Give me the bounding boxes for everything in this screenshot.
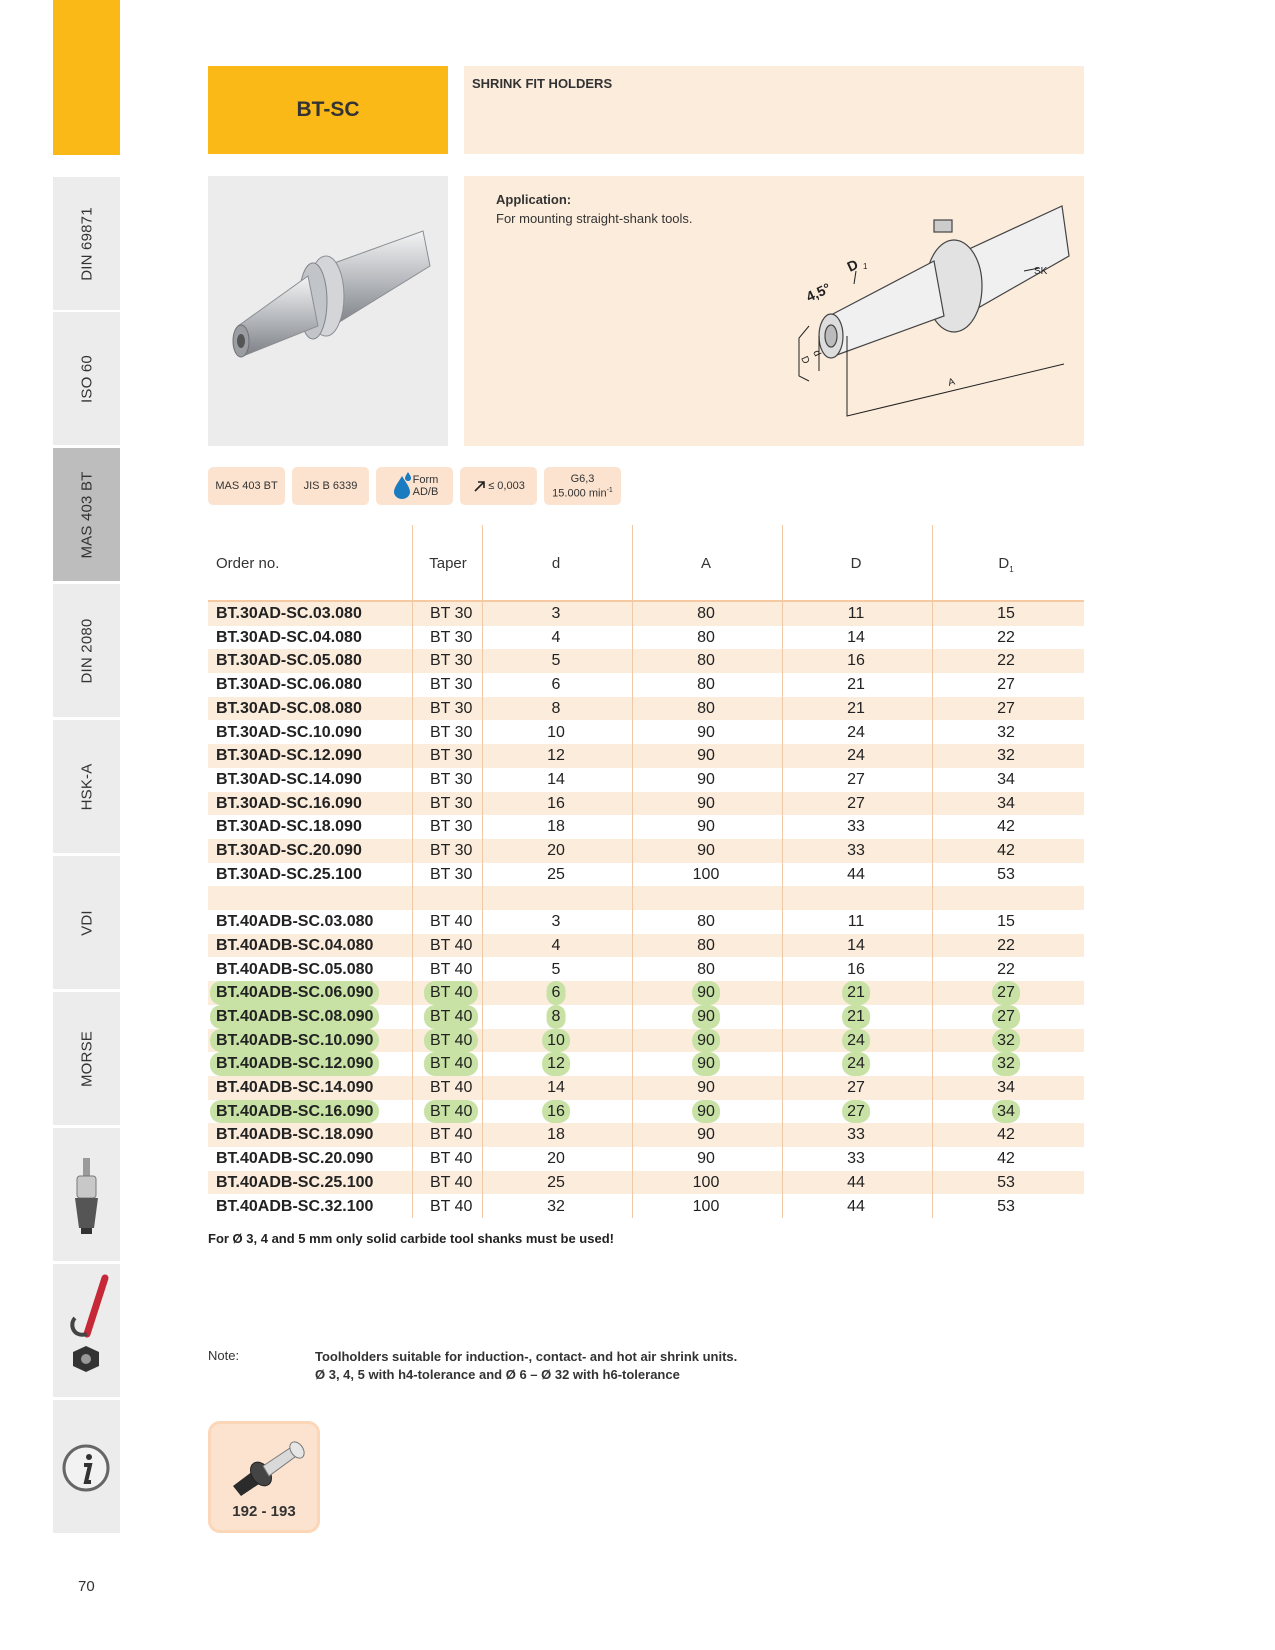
info-icon xyxy=(53,1400,120,1533)
order-number: BT.30AD-SC.08.080 xyxy=(216,699,362,717)
d1-value: 27 xyxy=(997,676,1015,694)
d1-value: 53 xyxy=(997,1173,1015,1191)
taper-value: BT 40 xyxy=(424,1029,478,1053)
d-value: 44 xyxy=(847,865,865,883)
a-value: 80 xyxy=(697,913,715,931)
d1-label: D xyxy=(844,255,861,275)
a-value: 90 xyxy=(697,794,715,812)
taper-value: BT 30 xyxy=(430,628,473,646)
d1-value: 32 xyxy=(997,723,1015,741)
badge-runout-text: ≤ 0,003 xyxy=(488,480,525,492)
d-value: 33 xyxy=(847,1150,865,1168)
order-number: BT.40ADB-SC.32.100 xyxy=(216,1197,374,1215)
a-value: 100 xyxy=(692,1173,720,1191)
d-value: 21 xyxy=(847,676,865,694)
order-number: BT.40ADB-SC.08.090 xyxy=(210,1005,379,1029)
d-value: 24 xyxy=(842,1029,870,1053)
d1-value: 32 xyxy=(992,1052,1020,1076)
table-row xyxy=(208,934,1084,958)
d-value: 10 xyxy=(542,1029,570,1053)
taper-value: BT 30 xyxy=(430,605,473,622)
application-text: For mounting straight-shank tools. xyxy=(496,211,693,226)
sidebar-tab-morse[interactable] xyxy=(53,992,120,1125)
d-value: 25 xyxy=(547,865,565,883)
a-value: 90 xyxy=(697,818,715,836)
d1-value: 34 xyxy=(997,794,1015,812)
table-row xyxy=(208,1052,1084,1076)
a-value: 90 xyxy=(692,1029,720,1053)
badge-mas xyxy=(208,467,285,505)
order-number: BT.40ADB-SC.25.100 xyxy=(216,1173,374,1191)
table-row xyxy=(208,1076,1084,1100)
sidebar-tab-iso-60[interactable] xyxy=(53,312,120,445)
d-label: d xyxy=(810,348,823,359)
table-row xyxy=(208,839,1084,863)
table-row xyxy=(208,697,1084,721)
taper-value: BT 30 xyxy=(430,699,473,717)
category-title: SHRINK FIT HOLDERS xyxy=(472,76,613,91)
taper-value: BT 30 xyxy=(430,842,473,859)
wrench-nut-icon xyxy=(53,1264,120,1397)
taper-value: BT 40 xyxy=(430,1079,473,1096)
a-value: 90 xyxy=(697,1150,715,1168)
d-value: 11 xyxy=(847,913,865,931)
column-divider xyxy=(632,525,633,1218)
d-value: 14 xyxy=(847,628,865,646)
d1-value: 53 xyxy=(997,865,1015,883)
header-D1 xyxy=(998,555,1013,574)
coolant-drop-icon xyxy=(391,472,413,500)
header-d: d xyxy=(551,555,561,572)
sidebar-tab-label: ISO 60 xyxy=(78,354,95,403)
d-value: 33 xyxy=(847,818,865,836)
d1-value: 22 xyxy=(997,652,1015,670)
order-number: BT.30AD-SC.03.080 xyxy=(216,605,362,622)
header-D1-text: D xyxy=(998,555,1010,572)
table-row xyxy=(208,649,1084,673)
order-number: BT.40ADB-SC.18.090 xyxy=(216,1126,374,1144)
application-label: Application: xyxy=(496,192,572,207)
badge-balance-line2: 15.000 min xyxy=(552,487,607,500)
sidebar-tab-din-69871[interactable] xyxy=(53,177,120,310)
runout-arrow-icon xyxy=(472,478,488,494)
table-row xyxy=(208,626,1084,650)
order-number: BT.30AD-SC.25.100 xyxy=(216,865,362,883)
a-value: 90 xyxy=(697,723,715,741)
d-value: 27 xyxy=(842,1100,870,1124)
order-number: BT.30AD-SC.05.080 xyxy=(216,652,362,670)
d-value: 10 xyxy=(547,723,565,741)
d1-value: 34 xyxy=(992,1100,1020,1124)
d1-value: 22 xyxy=(997,936,1015,954)
d-value: 11 xyxy=(847,605,865,622)
sidebar-tab-label: DIN 2080 xyxy=(78,618,95,683)
product-photo xyxy=(208,176,448,446)
table-row xyxy=(208,1005,1084,1029)
header-order: Order no. xyxy=(216,555,280,572)
d-value: 27 xyxy=(847,1079,865,1096)
badge-jis-text: JIS B 6339 xyxy=(303,480,358,492)
drill-chuck-icon xyxy=(53,1128,120,1261)
d-value: 14 xyxy=(547,770,565,788)
order-number: BT.30AD-SC.20.090 xyxy=(216,842,362,859)
d1-value: 42 xyxy=(997,1126,1015,1144)
order-number: BT.40ADB-SC.10.090 xyxy=(210,1029,379,1053)
header-D1-sub: 1 xyxy=(1009,565,1014,574)
sidebar-tab-label: DIN 69871 xyxy=(78,206,95,281)
note-label: Note: xyxy=(208,1348,240,1363)
sk-label: SK xyxy=(1034,266,1048,277)
d-value: 21 xyxy=(842,1005,870,1029)
column-divider xyxy=(412,525,413,1218)
toolholder-photo-icon xyxy=(208,176,448,446)
taper-value: BT 40 xyxy=(424,1052,478,1076)
order-number: BT.40ADB-SC.03.080 xyxy=(216,913,374,931)
badge-runout xyxy=(460,467,537,505)
column-divider xyxy=(482,525,483,1218)
d1-value: 42 xyxy=(997,842,1015,859)
product-title-box xyxy=(208,66,448,154)
d1-value: 53 xyxy=(997,1197,1015,1215)
d-value: 44 xyxy=(847,1197,865,1215)
sidebar-tab-info[interactable] xyxy=(53,1400,120,1533)
taper-value: BT 30 xyxy=(430,865,473,883)
taper-value: BT 30 xyxy=(430,794,473,812)
taper-value: BT 30 xyxy=(430,747,473,765)
a-value: 90 xyxy=(692,1052,720,1076)
table-row xyxy=(208,958,1084,982)
d-value: 4 xyxy=(551,628,561,646)
taper-value: BT 40 xyxy=(424,1005,478,1029)
a-value: 90 xyxy=(697,1126,715,1144)
badge-form-line2: AD/B xyxy=(412,486,439,498)
d-value: 44 xyxy=(847,1173,865,1191)
table-row xyxy=(208,673,1084,697)
taper-value: BT 40 xyxy=(430,1173,473,1191)
table-row xyxy=(208,863,1084,887)
d-value: 24 xyxy=(847,723,865,741)
order-number: BT.30AD-SC.06.080 xyxy=(216,676,362,694)
d-value: 16 xyxy=(847,652,865,670)
sidebar-tab-label: MAS 403 BT xyxy=(78,470,95,559)
sidebar-tab-drill-chuck[interactable] xyxy=(53,1128,120,1261)
d1-value: 32 xyxy=(992,1029,1020,1053)
d-value: 12 xyxy=(547,747,565,765)
category-box xyxy=(464,66,1084,154)
a-value: 90 xyxy=(697,770,715,788)
d-value: 5 xyxy=(551,652,561,670)
d-value: 14 xyxy=(847,936,865,954)
d1-value: 27 xyxy=(992,981,1020,1005)
taper-value: BT 30 xyxy=(430,652,473,670)
d1-value: 27 xyxy=(997,699,1015,717)
table-row xyxy=(208,1195,1084,1219)
d-value: 25 xyxy=(547,1173,565,1191)
d-value: 21 xyxy=(842,981,870,1005)
d1-value: 42 xyxy=(997,818,1015,836)
table-row xyxy=(208,1029,1084,1053)
d-value: 20 xyxy=(547,1150,565,1168)
d-value: 27 xyxy=(847,794,865,812)
d-value: 3 xyxy=(551,913,561,931)
d1-value: 34 xyxy=(997,770,1015,788)
application-panel xyxy=(464,176,1084,446)
taper-value: BT 40 xyxy=(430,936,473,954)
d-value: 18 xyxy=(547,1126,565,1144)
sidebar-accent-block xyxy=(53,0,120,155)
d1-value: 22 xyxy=(997,628,1015,646)
page-number: 70 xyxy=(78,1578,95,1595)
d1-value: 42 xyxy=(997,1150,1015,1168)
order-number: BT.30AD-SC.04.080 xyxy=(216,628,362,646)
a-value: 80 xyxy=(697,676,715,694)
sidebar-tab-mas-403-bt[interactable] xyxy=(53,448,120,581)
table-row xyxy=(208,768,1084,792)
taper-value: BT 40 xyxy=(430,1197,473,1215)
taper-value: BT 40 xyxy=(430,960,473,978)
order-number: BT.30AD-SC.10.090 xyxy=(216,723,362,741)
order-number: BT.40ADB-SC.06.090 xyxy=(210,981,379,1005)
table-row xyxy=(208,910,1084,934)
d1-value: 22 xyxy=(997,960,1015,978)
sidebar-tab-din-2080[interactable] xyxy=(53,584,120,717)
a-value: 80 xyxy=(697,960,715,978)
a-value: 90 xyxy=(697,747,715,765)
reference-pages: 192 - 193 xyxy=(232,1503,296,1520)
d1-value: 15 xyxy=(997,605,1015,622)
a-value: 80 xyxy=(697,699,715,717)
table-row xyxy=(208,744,1084,768)
taper-value: BT 40 xyxy=(430,1126,473,1144)
taper-value: BT 30 xyxy=(430,818,473,836)
taper-value: BT 30 xyxy=(430,723,473,741)
d-value: 27 xyxy=(847,770,865,788)
sidebar-tab-vdi[interactable] xyxy=(53,856,120,989)
product-title: BT-SC xyxy=(296,98,360,121)
pull-stud-reference[interactable] xyxy=(208,1421,320,1533)
d-value: 32 xyxy=(547,1197,565,1215)
table-row xyxy=(208,886,1084,910)
d-value: 16 xyxy=(547,794,565,812)
a-value: 90 xyxy=(692,1100,720,1124)
note-line-1: Toolholders suitable for induction-, contact- and hot air shrink units. xyxy=(315,1349,738,1364)
taper-value: BT 30 xyxy=(430,770,473,788)
d-value: 24 xyxy=(842,1052,870,1076)
order-number: BT.30AD-SC.14.090 xyxy=(216,770,362,788)
badge-form-line1: Form xyxy=(412,474,439,486)
d-value: 14 xyxy=(547,1079,565,1096)
d-value: 5 xyxy=(551,960,561,978)
d-value: 3 xyxy=(551,605,561,622)
order-number: BT.30AD-SC.12.090 xyxy=(216,747,362,765)
order-number: BT.30AD-SC.16.090 xyxy=(216,794,362,812)
d1-value: 34 xyxy=(997,1079,1015,1096)
table-row xyxy=(208,1123,1084,1147)
badge-mas-text: MAS 403 BT xyxy=(215,480,278,492)
badge-form xyxy=(376,467,453,505)
sidebar-tab-label: HSK-A xyxy=(78,763,95,810)
d-value: 6 xyxy=(547,981,566,1005)
d-value: 18 xyxy=(547,818,565,836)
table-row xyxy=(208,721,1084,745)
d-value: 6 xyxy=(551,676,561,694)
table-row xyxy=(208,1171,1084,1195)
table-row xyxy=(208,1100,1084,1124)
pull-stud-icon xyxy=(211,1424,317,1504)
d-value: 24 xyxy=(847,747,865,765)
d-value: 12 xyxy=(542,1052,570,1076)
a-value: 90 xyxy=(692,1005,720,1029)
d-value: 4 xyxy=(551,936,561,954)
D-label: D xyxy=(798,354,812,366)
d1-value: 32 xyxy=(997,747,1015,765)
d1-value: 15 xyxy=(997,913,1015,931)
d-value: 8 xyxy=(551,699,561,717)
sidebar-tab-label: VDI xyxy=(78,909,95,936)
angle-label: 4,5° xyxy=(803,279,833,305)
header-D: D xyxy=(850,555,862,572)
badge-balance-line1: G6,3 xyxy=(570,472,595,485)
sidebar-tab-hsk-a[interactable] xyxy=(53,720,120,853)
sidebar-tab-label: MORSE xyxy=(78,1030,95,1087)
a-value: 90 xyxy=(697,1079,715,1096)
table-header xyxy=(208,525,1084,602)
d-value: 21 xyxy=(847,699,865,717)
a-value: 90 xyxy=(697,842,715,859)
taper-value: BT 40 xyxy=(430,913,473,931)
note-text xyxy=(315,1348,737,1384)
d-value: 8 xyxy=(547,1005,566,1029)
header-taper: Taper xyxy=(429,555,467,572)
footnote: For Ø 3, 4 and 5 mm only solid carbide tool shanks must be used! xyxy=(208,1231,614,1246)
taper-value: BT 40 xyxy=(424,1100,478,1124)
A-label: A xyxy=(946,376,957,389)
d-value: 16 xyxy=(847,960,865,978)
a-value: 80 xyxy=(697,936,715,954)
order-number: BT.40ADB-SC.20.090 xyxy=(216,1150,374,1168)
a-value: 100 xyxy=(692,865,720,883)
badge-jis xyxy=(292,467,369,505)
d-value: 20 xyxy=(547,842,565,859)
a-value: 80 xyxy=(697,628,715,646)
table-row xyxy=(208,981,1084,1005)
d1-sub-label: 1 xyxy=(863,262,868,271)
header-A: A xyxy=(700,555,712,572)
taper-value: BT 40 xyxy=(424,981,478,1005)
a-value: 100 xyxy=(692,1197,720,1215)
column-divider xyxy=(932,525,933,1218)
d-value: 33 xyxy=(847,842,865,859)
order-number: BT.40ADB-SC.05.080 xyxy=(216,960,374,978)
badge-balance xyxy=(544,467,621,505)
a-value: 80 xyxy=(697,652,715,670)
badge-balance-sup: -1 xyxy=(606,486,613,494)
d-value: 16 xyxy=(542,1100,570,1124)
order-number: BT.40ADB-SC.14.090 xyxy=(216,1079,374,1096)
order-number: BT.30AD-SC.18.090 xyxy=(216,818,362,836)
sidebar-tab-wrench[interactable] xyxy=(53,1264,120,1397)
table-row xyxy=(208,1147,1084,1171)
taper-value: BT 30 xyxy=(430,676,473,694)
a-value: 90 xyxy=(692,981,720,1005)
d1-value: 27 xyxy=(992,1005,1020,1029)
table-row xyxy=(208,602,1084,626)
taper-value: BT 40 xyxy=(430,1150,473,1168)
table-row xyxy=(208,792,1084,816)
note-line-2: Ø 3, 4, 5 with h4-tolerance and Ø 6 – Ø 32 with h6-tolerance xyxy=(315,1367,680,1382)
order-number: BT.40ADB-SC.12.090 xyxy=(210,1052,379,1076)
table-row xyxy=(208,815,1084,839)
a-value: 80 xyxy=(697,605,715,622)
order-number: BT.40ADB-SC.16.090 xyxy=(210,1100,379,1124)
d-value: 33 xyxy=(847,1126,865,1144)
order-number: BT.40ADB-SC.04.080 xyxy=(216,936,374,954)
column-divider xyxy=(782,525,783,1218)
technical-drawing xyxy=(464,176,1084,446)
